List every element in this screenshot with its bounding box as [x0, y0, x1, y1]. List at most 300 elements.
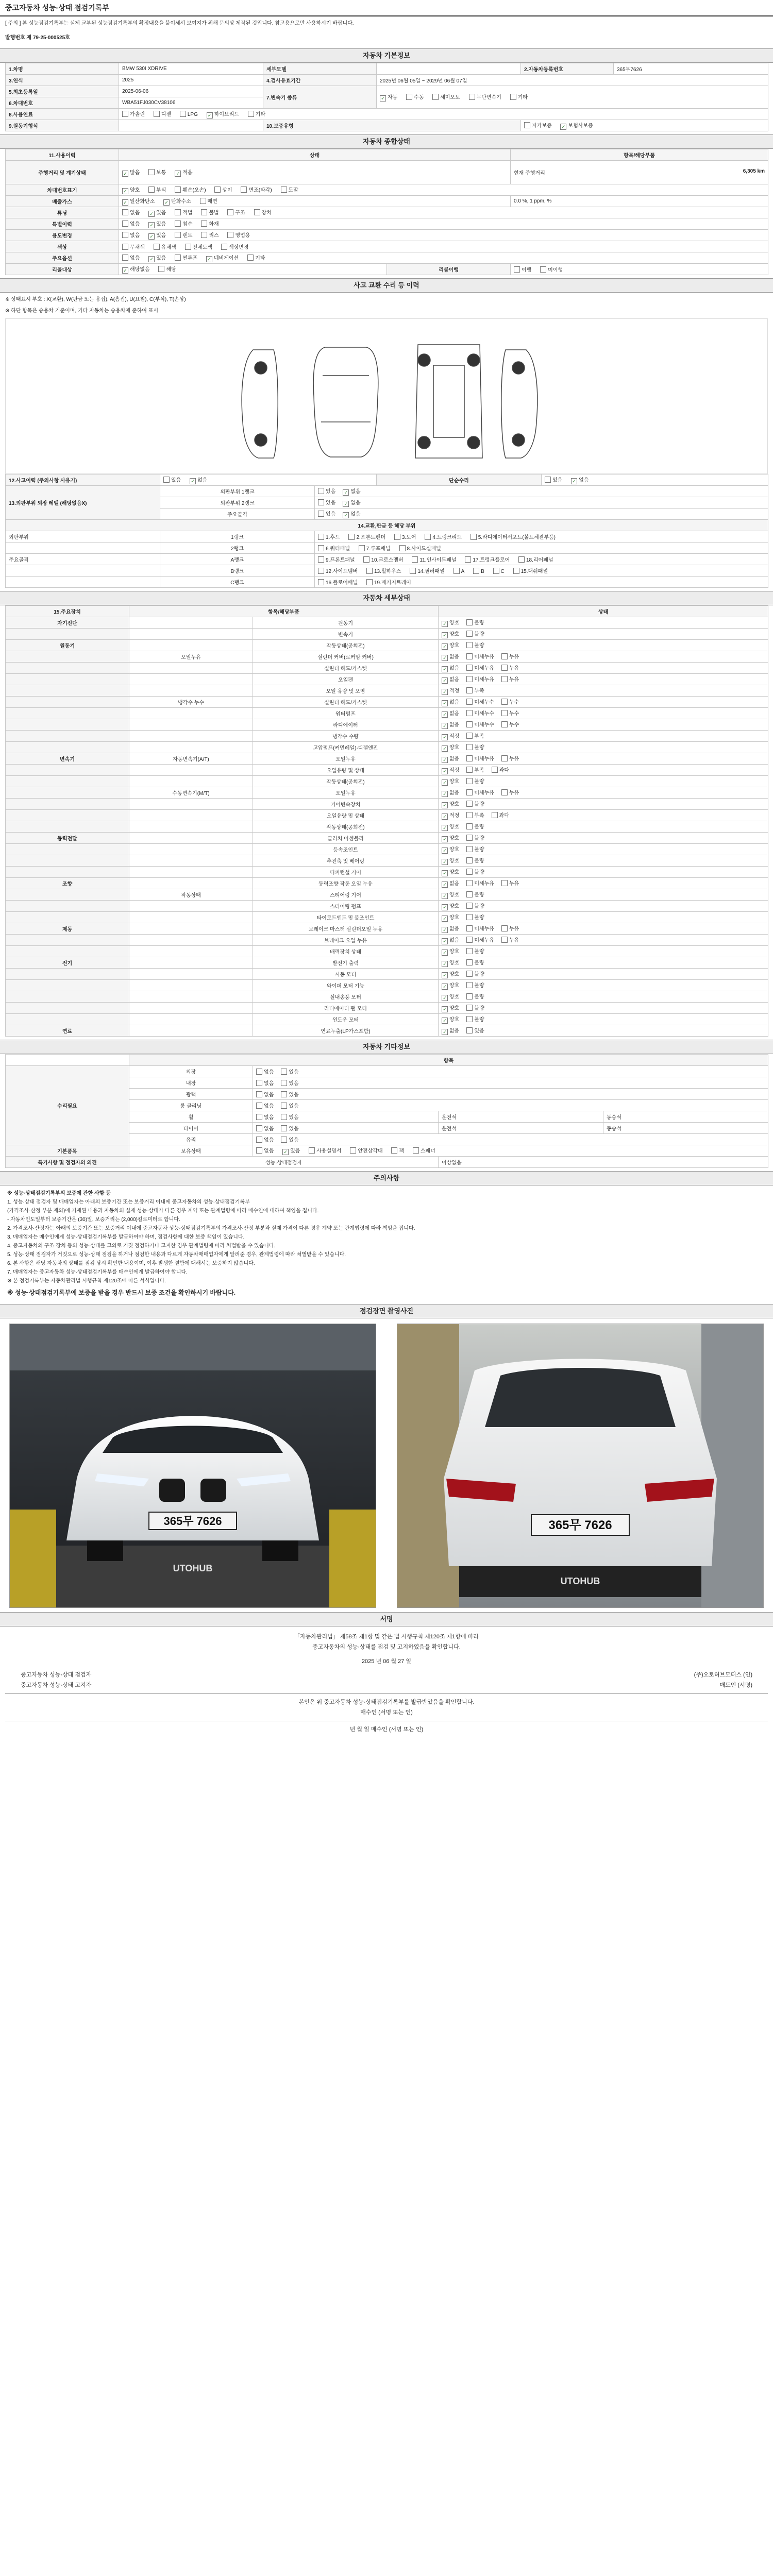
option-label: 불량 [474, 972, 484, 977]
caution-line: ※ 성능·상태점검기록부의 보증에 관한 사항 등 [7, 1191, 111, 1196]
checkbox [318, 534, 324, 540]
option-label: 해당 [166, 267, 176, 273]
state-option [466, 641, 484, 649]
detail-item: 실린더 헤드/가스켓 [253, 697, 439, 708]
option-label: 불량 [474, 904, 484, 909]
checkbox [501, 925, 508, 931]
state-option [442, 879, 459, 888]
mileage-value: 6,305 km [743, 168, 765, 174]
detail-sub [129, 674, 253, 685]
detail-state [439, 708, 768, 719]
detail-row [6, 821, 768, 833]
option-label: 보험사보증 [568, 123, 593, 129]
state-option [501, 879, 519, 887]
cert-number-line [0, 31, 773, 45]
parts-rank: B랭크 [160, 565, 315, 577]
caution-line: 5. 성능·상태 점검자가 거짓으로 성능·상태 점검을 하거나 점검한 내용과 다르게 자동차매매업자에게 알려준 경우, 관계법령에 따라 처벌받을 수 있습니다. [7, 1252, 346, 1258]
detail-item: 작동상태(공회전) [253, 640, 439, 651]
state-option [442, 754, 459, 763]
caution-line: 1. 성능·상태 점검자 및 매매업자는 아래의 보증기간 또는 보증거리 이내에 중고자동차의 성능·상태점검기록부 [7, 1199, 250, 1205]
option-label: 가솔린 [130, 112, 145, 117]
option-label: 양호 [449, 847, 460, 853]
row-label: 12.사고이력 (주의사항 사유기) [6, 474, 160, 486]
detail-sub [129, 946, 253, 957]
checkbox [122, 267, 128, 274]
option-label: 미이행 [548, 267, 563, 273]
option-label: 누유 [509, 790, 519, 796]
detail-item: 윈도우 모터 [253, 1014, 439, 1025]
checkbox [410, 568, 416, 574]
checkbox [501, 789, 508, 795]
detail-sub [129, 878, 253, 889]
checkbox [466, 812, 473, 818]
other-item: 룸 클리닝 [129, 1100, 253, 1111]
checkbox [442, 643, 448, 650]
option-label: 양호 [449, 892, 460, 898]
state-option [466, 766, 484, 773]
caution-line: 6. 본 사항은 해당 자동차의 상태를 점검 당시 확인한 내용이며, 이후 발생한 결함에 대해서는 보증하지 않습니다. [7, 1261, 255, 1266]
detail-row [6, 901, 768, 912]
parts-group [6, 577, 160, 588]
detail-item: 실린더 커버(로커암 커버) [253, 651, 439, 663]
detail-state [439, 617, 768, 629]
detail-group: 연료 [6, 1025, 129, 1037]
detail-sub [129, 901, 253, 912]
state-option [492, 766, 509, 773]
option-label: 14.필러패널 [417, 569, 445, 574]
checkbox [442, 972, 448, 978]
caution-line: 7. 매매업자는 중고자동차 성능·상태점검기록부를 매수인에게 발급하여야 합니다. [7, 1269, 188, 1275]
row-options [253, 1134, 768, 1145]
detail-row [6, 867, 768, 878]
option-label: 없음 [449, 756, 460, 762]
state-option [501, 720, 519, 728]
state-option [492, 811, 509, 819]
state-option [442, 1015, 459, 1024]
parts-title: 14.교환,판금 등 해당 부위 [6, 520, 768, 531]
accident-table [5, 474, 768, 588]
option-label: 9.프론트패널 [326, 557, 355, 563]
state-option [466, 686, 484, 694]
option-label: 적정 [449, 734, 460, 739]
option-label: 없음 [449, 677, 460, 683]
side-label: 운전석 [439, 1111, 603, 1123]
option-label: 자가보증 [532, 123, 552, 129]
detail-group [6, 787, 129, 799]
section-other: 자동차 기타정보 [0, 1040, 773, 1054]
detail-group [6, 844, 129, 855]
checkbox [442, 677, 448, 684]
checkbox [281, 1114, 287, 1120]
parts-rank: 2랭크 [160, 543, 315, 554]
detail-item: 작동상태(공회전) [253, 821, 439, 833]
rank-label: 주요골격 [160, 509, 315, 520]
option-label: 하이브리드 [214, 112, 239, 117]
detail-group [6, 912, 129, 923]
column-header: 상태 [439, 606, 768, 617]
checkbox [442, 814, 448, 820]
state-option [466, 834, 484, 841]
checkbox [492, 812, 498, 818]
option-label: 양호 [449, 824, 460, 830]
detail-item: 오일누유 [253, 787, 439, 799]
basic-label: 8.사용연료 [6, 109, 119, 120]
detail-row [6, 640, 768, 651]
row-options [511, 264, 768, 275]
legend-text: ※ 상태표시 부호 : X(교환), W(판금 또는 용접), A(흠집), U(요철), C(부식), T(손상) [5, 297, 186, 302]
checkbox [571, 478, 577, 484]
option-label: 양호 [449, 779, 460, 785]
parts-rank: 1랭크 [160, 531, 315, 543]
option-label: 사용설명서 [316, 1148, 342, 1154]
option-label: 무단변속기 [476, 95, 501, 100]
detail-group [6, 765, 129, 776]
detail-state [439, 776, 768, 787]
detail-group [6, 685, 129, 697]
detail-sub [129, 821, 253, 833]
option-label: 없음 [449, 711, 460, 717]
detail-group [6, 799, 129, 810]
checkbox [227, 232, 233, 238]
option-label: 누유 [509, 756, 519, 762]
pricer-value: 매도인 (서명) [719, 1682, 752, 1688]
column-header: 15.주요장치 [6, 606, 129, 617]
option-label: 불량 [474, 1006, 484, 1011]
option-label: 있음 [474, 1028, 484, 1034]
state-option [466, 936, 494, 943]
option-label: 없음 [264, 1148, 274, 1154]
option-label: 양호 [449, 745, 460, 751]
detail-state [439, 923, 768, 935]
detail-state [439, 833, 768, 844]
option-label: 없음 [264, 1115, 274, 1121]
detail-item: 디퍼런셜 기어 [253, 867, 439, 878]
option-label: 누유 [509, 881, 519, 887]
state-option [442, 913, 459, 922]
detail-row [6, 912, 768, 923]
section-accident: 사고 교환 수리 등 이력 [0, 278, 773, 293]
detail-state [439, 765, 768, 776]
detail-group: 변속기 [6, 753, 129, 765]
option-label: 불량 [474, 643, 484, 649]
checkbox [122, 111, 128, 117]
option-label: 누유 [509, 926, 519, 932]
caution-line: (가격조사·산정 부분 제외)에 기재된 내용과 자동차의 실제 성능·상태가 다른 경우 계약 또는 관계법령에 따라 매수인에 대하여 책임을 집니다. [7, 1208, 319, 1214]
option-label: 있음 [289, 1081, 299, 1087]
checkbox [466, 823, 473, 829]
option-label: 변조(타각) [248, 188, 272, 193]
detail-state [439, 912, 768, 923]
row-label: 주요옵션 [6, 252, 119, 264]
parts-items [315, 531, 768, 543]
option-label: 미세누수 [474, 711, 494, 717]
detail-sub [129, 867, 253, 878]
checkbox [442, 791, 448, 797]
checkbox [466, 891, 473, 897]
detail-sub [129, 844, 253, 855]
detail-state [439, 719, 768, 731]
checkbox [175, 232, 181, 238]
checkbox [501, 653, 508, 659]
checkbox [247, 255, 254, 261]
checkbox [201, 232, 207, 238]
option-label: 불량 [474, 960, 484, 966]
checkbox [442, 655, 448, 661]
checkbox [350, 1147, 356, 1154]
checkbox [201, 221, 207, 227]
checkbox [466, 801, 473, 807]
checkbox [442, 848, 448, 854]
rank-label: 외판부위 2랭크 [160, 497, 315, 509]
checkbox [514, 266, 520, 273]
option-label: 과다 [499, 813, 509, 819]
checkbox [442, 938, 448, 944]
checkbox [442, 802, 448, 808]
row-options [253, 1089, 768, 1100]
option-label: 일산화탄소 [130, 199, 155, 205]
option-label: 있음 [156, 256, 166, 261]
option-label: 없음 [350, 512, 361, 517]
detail-item: 발전기 출력 [253, 957, 439, 969]
checkbox [442, 768, 448, 774]
plate-text: 365무 7626 [163, 1515, 222, 1528]
option-label: 있음 [289, 1092, 299, 1098]
detail-row [6, 810, 768, 821]
detail-row [6, 855, 768, 867]
option-label: 부식 [156, 188, 166, 193]
checkbox [466, 619, 473, 625]
detail-row [6, 1003, 768, 1014]
state-option [442, 675, 459, 684]
checkbox [190, 478, 196, 484]
option-label: 없음 [449, 790, 460, 796]
column-header: 상태 [119, 149, 511, 161]
banner-text: UTOHUB [173, 1563, 213, 1573]
caution-line: 2. 가격조사·산정자는 아래의 보증기간 또는 보증거리 이내에 중고자동차 성능·상태점검기록부의 가격조사·산정 부분과 실제 가격이 다른 경우 계약 또는 관계법령에 따라 책임을 집니다. [7, 1226, 415, 1231]
checkbox [466, 789, 473, 795]
detail-row [6, 889, 768, 901]
option-label: 불량 [474, 836, 484, 841]
checkbox [442, 779, 448, 786]
checkbox [524, 122, 530, 128]
checkbox [501, 710, 508, 716]
row-label: 특별이력 [6, 218, 119, 230]
detail-table [5, 605, 768, 1037]
state-option [442, 698, 459, 706]
state-option [501, 788, 519, 796]
option-label: 불량 [474, 983, 484, 989]
checkbox [466, 744, 473, 750]
option-label: 미세누수 [474, 722, 494, 728]
checkbox [432, 94, 439, 100]
checkbox [453, 568, 460, 574]
option-label: 리스 [209, 233, 219, 239]
detail-group [6, 855, 129, 867]
state-option [466, 754, 494, 762]
option-label: 양호 [449, 858, 460, 864]
detail-item: 클러치 어셈블리 [253, 833, 439, 844]
option-label: 매연 [207, 199, 217, 205]
option-label: 렌트 [182, 233, 193, 239]
checkbox [256, 1069, 262, 1075]
option-label: 미세누유 [474, 790, 494, 796]
checkbox [175, 187, 181, 193]
option-label: 디젤 [161, 112, 172, 117]
detail-row [6, 674, 768, 685]
option-label: 있음 [156, 210, 166, 216]
detail-item: 변속기 [253, 629, 439, 640]
option-label: 미세누유 [474, 654, 494, 660]
state-option [442, 890, 459, 899]
option-label: 없음 [449, 938, 460, 943]
basic-value: 2025-06-06 [119, 86, 263, 97]
detail-row [6, 731, 768, 742]
option-label: 양호 [449, 904, 460, 909]
cert-number: 79-25-000525호 [32, 35, 70, 41]
detail-state [439, 935, 768, 946]
basic-value: BMW 530I XDRIVE [119, 63, 263, 75]
option-label: 10.크로스멤버 [371, 557, 404, 563]
detail-group [6, 1014, 129, 1025]
detail-item: 오일누유 [253, 753, 439, 765]
detail-sub [129, 1025, 253, 1037]
basic-label: 5.최초등록일 [6, 86, 119, 97]
option-label: 미세누유 [474, 666, 494, 671]
basic-label: 6.차대번호 [6, 97, 119, 109]
detail-sub [129, 742, 253, 753]
detail-sub [129, 640, 253, 651]
basic-info-table [5, 63, 768, 131]
option-label: 있음 [156, 233, 166, 239]
detail-row [6, 708, 768, 719]
detail-state [439, 901, 768, 912]
checkbox [256, 1137, 262, 1143]
detail-sub [129, 969, 253, 980]
detail-sub [129, 776, 253, 787]
basic-label: 세부모델 [263, 63, 377, 75]
row-options [119, 184, 768, 196]
detail-state [439, 957, 768, 969]
row-label: 차대번호표기 [6, 184, 119, 196]
checkbox [466, 903, 473, 909]
option-label: 없음 [197, 478, 208, 483]
option-label: 도말 [288, 188, 298, 193]
parts-items [315, 543, 768, 554]
state-option [442, 686, 459, 695]
basic-label: 9.원동기형식 [6, 120, 119, 131]
checkbox [473, 568, 479, 574]
checkbox [256, 1114, 262, 1120]
checkbox [442, 961, 448, 967]
checkbox [442, 870, 448, 876]
option-label: 불량 [474, 745, 484, 751]
checkbox [493, 568, 499, 574]
checkbox [466, 653, 473, 659]
column-header: 항목 [129, 1055, 768, 1066]
detail-item: 브레이크 마스터 실린더오일 누유 [253, 923, 439, 935]
opinion-sub-label: 성능·상태점검자 [129, 1157, 439, 1168]
receipt-line: 매수인 (서명 또는 인) [360, 1709, 413, 1716]
detail-state [439, 674, 768, 685]
row-options [253, 1123, 439, 1134]
inspector-label: 중고자동차 성능·상태 점검자 [21, 1672, 92, 1678]
checkbox [442, 927, 448, 933]
checkbox [466, 869, 473, 875]
row-label: 튜닝 [6, 207, 119, 218]
other-item: 휠 [129, 1111, 253, 1123]
checkbox [154, 244, 160, 250]
state-option [501, 652, 519, 660]
state-option [466, 856, 484, 864]
option-label: 없음 [449, 926, 460, 932]
checkbox [282, 1149, 289, 1155]
state-option [466, 822, 484, 830]
option-label: 미세누유 [474, 926, 494, 932]
option-label: 없음 [264, 1081, 274, 1087]
checkbox [442, 995, 448, 1001]
other-item: 광택 [129, 1089, 253, 1100]
checkbox [492, 767, 498, 773]
detail-row [6, 833, 768, 844]
detail-group [6, 901, 129, 912]
option-label: C [500, 569, 505, 574]
parts-rank: A랭크 [160, 554, 315, 565]
row-options [119, 207, 768, 218]
option-label: 7.루프패널 [366, 546, 391, 552]
checkbox [466, 710, 473, 716]
vin-value: WBA51FJ030CV38106 [119, 97, 263, 109]
option-label: 17.트렁크플로어 [473, 557, 510, 563]
detail-sub [129, 799, 253, 810]
checkbox [380, 95, 386, 101]
detail-state [439, 753, 768, 765]
checkbox [256, 1125, 262, 1131]
option-label: 불법 [209, 210, 219, 216]
checkbox [442, 950, 448, 956]
option-label: 불량 [474, 632, 484, 637]
checkbox [466, 880, 473, 886]
option-label: 스패너 [420, 1148, 435, 1154]
row-options [315, 486, 768, 497]
option-label: 적법 [182, 210, 193, 216]
option-label: 해당없음 [130, 267, 150, 273]
top-view [313, 347, 378, 457]
option-label: 양호 [449, 994, 460, 1000]
state-option [442, 845, 459, 854]
detail-item: 오일팬 [253, 674, 439, 685]
checkbox [148, 256, 155, 262]
checkbox [175, 171, 181, 177]
option-label: 부족 [474, 813, 484, 819]
checkbox [281, 1069, 287, 1075]
checkbox [501, 880, 508, 886]
state-option [442, 720, 459, 729]
option-label: 영업용 [235, 233, 250, 239]
detail-state [439, 946, 768, 957]
option-label: 양호 [449, 915, 460, 921]
option-label: 잭 [399, 1148, 405, 1154]
detail-state [439, 1025, 768, 1037]
option-label: 12.사이드멤버 [326, 569, 358, 574]
option-label: 5.라디에이터서포트(볼트체결부품) [478, 535, 556, 540]
row-label: 13.외판부위 외장 레벨 (해당없음X) [6, 486, 160, 520]
detail-row [6, 991, 768, 1003]
detail-group [6, 935, 129, 946]
checkbox [442, 882, 448, 888]
detail-item: 원동기 [253, 617, 439, 629]
detail-item: 냉각수 수량 [253, 731, 439, 742]
option-label: 1.후드 [326, 535, 340, 540]
